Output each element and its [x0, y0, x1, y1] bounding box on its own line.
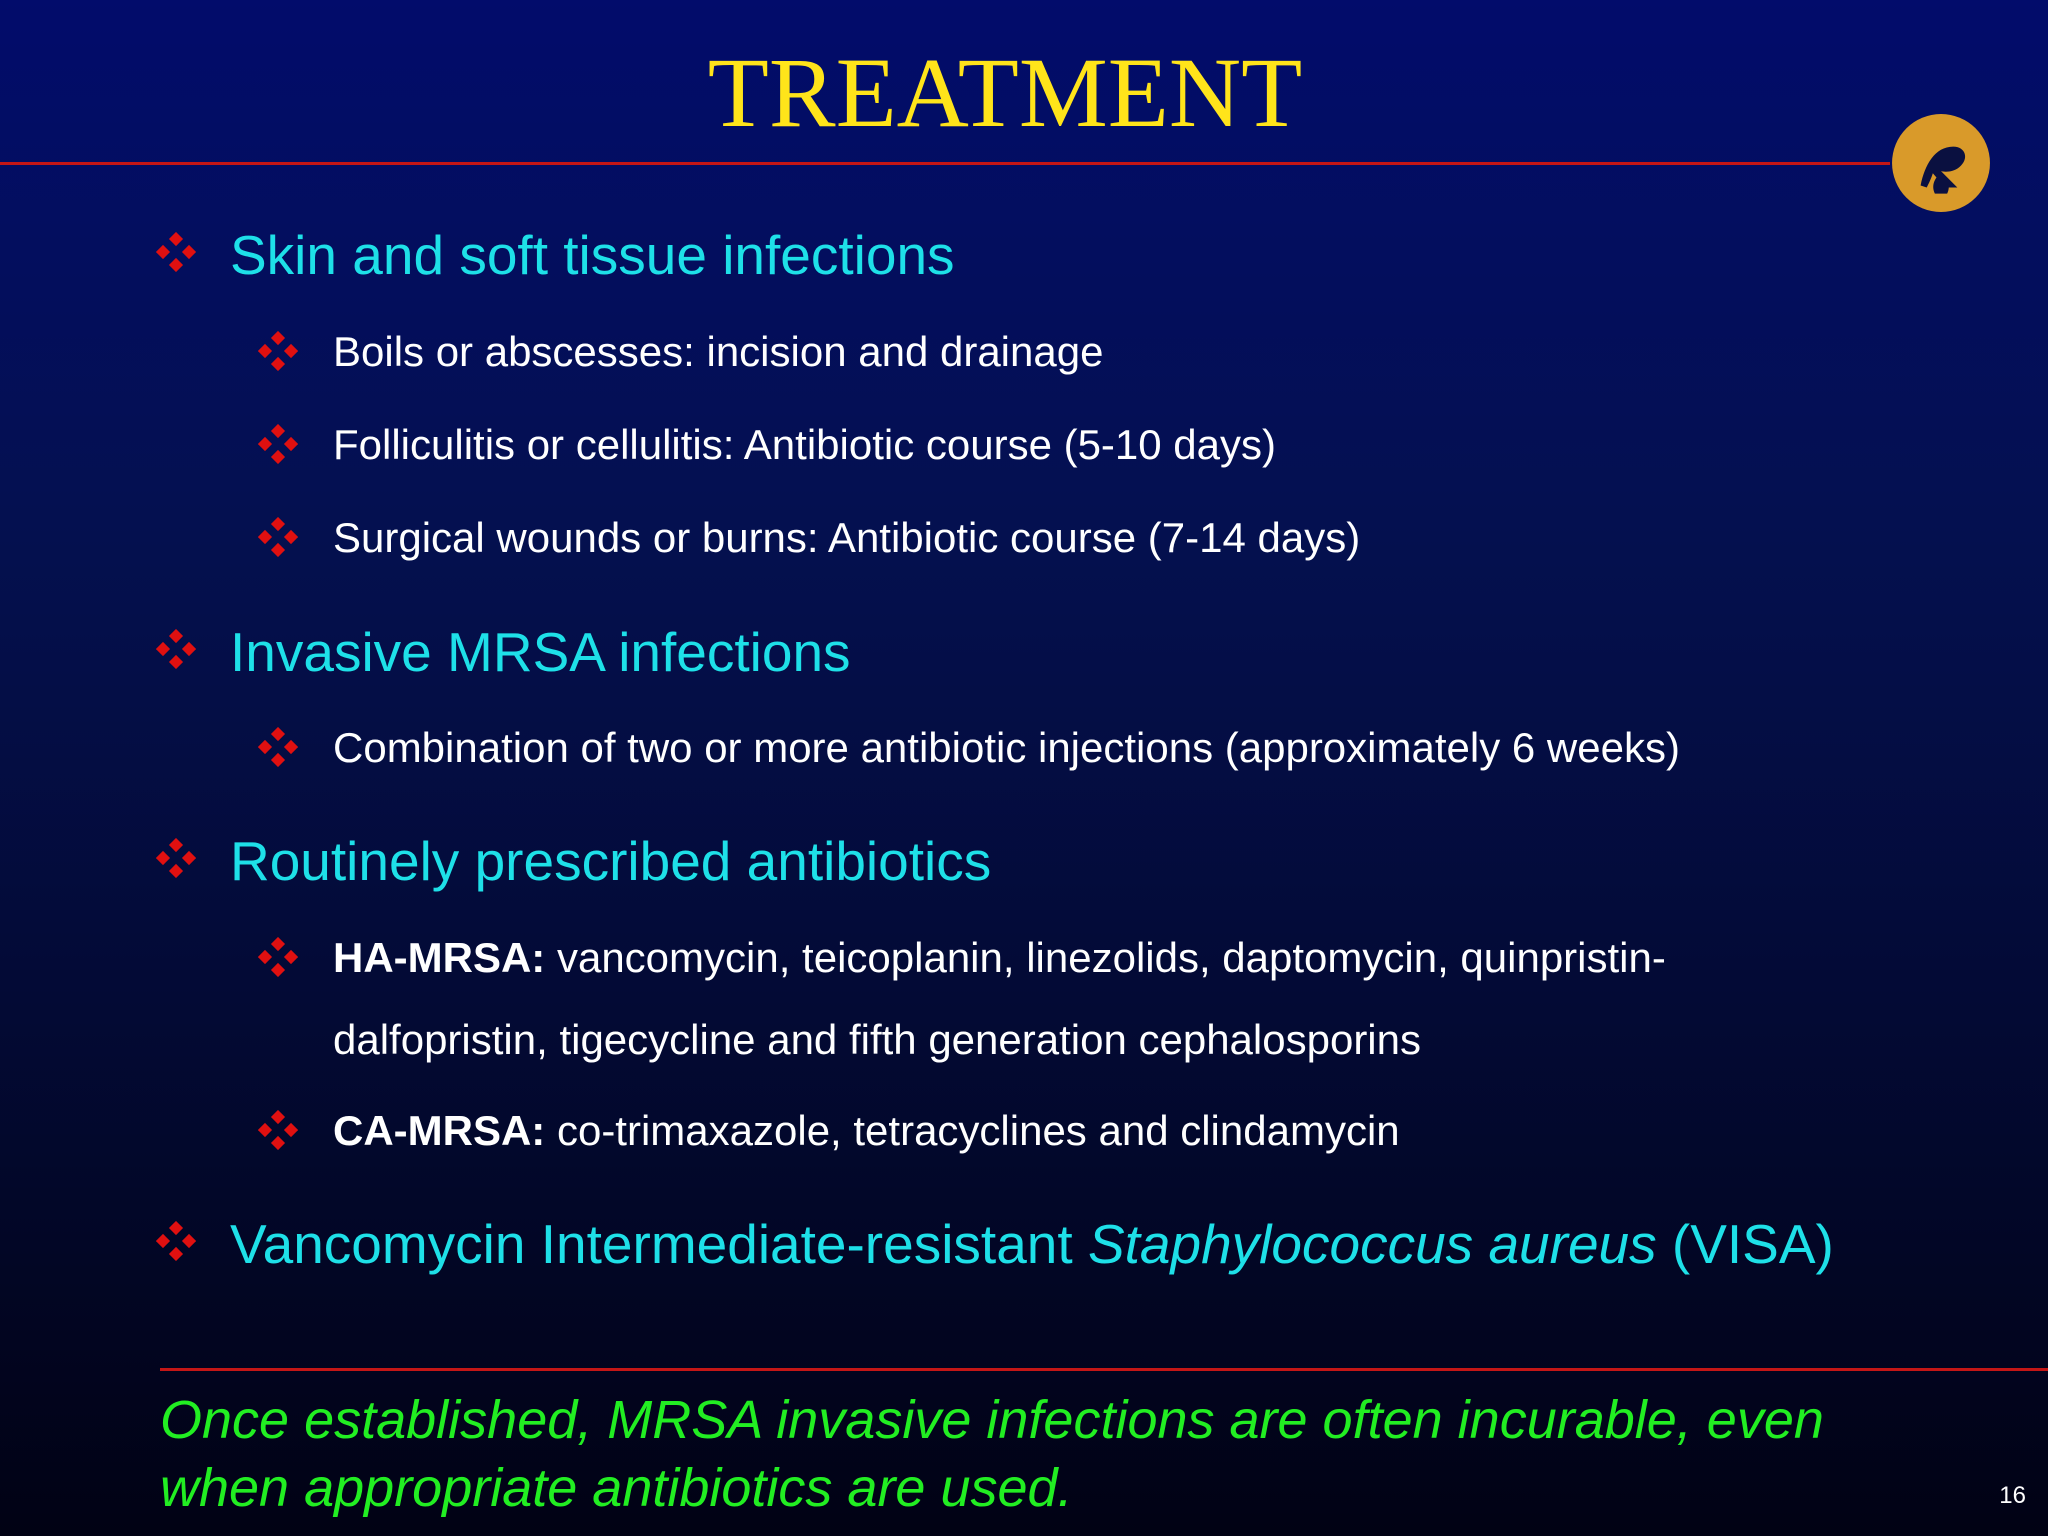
four-diamond-bullet-icon	[258, 517, 298, 557]
item-text: Surgical wounds or burns: Antibiotic course (7-14 days)	[333, 514, 1361, 561]
title-divider	[0, 162, 1890, 165]
four-diamond-bullet-icon	[258, 727, 298, 767]
four-diamond-bullet-icon	[258, 331, 298, 371]
four-diamond-bullet-icon	[156, 838, 196, 878]
heading-visa	[230, 1213, 1834, 1275]
item-text-ca-mrsa	[333, 1107, 1400, 1154]
four-diamond-bullet-icon	[258, 424, 298, 464]
four-diamond-bullet-icon	[156, 1221, 196, 1261]
heading-visa-species: Staphylococcus aureus	[1087, 1213, 1657, 1275]
item-text: Folliculitis or cellulitis: Antibiotic course (5-10 days)	[333, 421, 1277, 468]
item-text: Combination of two or more antibiotic injections (approximately 6 weeks)	[333, 724, 1680, 771]
heading-visa-post: (VISA)	[1656, 1213, 1834, 1275]
four-diamond-bullet-icon	[156, 232, 196, 272]
heading-invasive-mrsa: Invasive MRSA infections	[230, 621, 851, 683]
heading-visa-pre: Vancomycin Intermediate-resistant	[230, 1213, 1088, 1275]
item-label: HA-MRSA:	[333, 934, 546, 981]
four-diamond-bullet-icon	[156, 629, 196, 669]
key-message-line: when appropriate antibiotics are used.	[160, 1458, 1073, 1518]
heading-skin-infections: Skin and soft tissue infections	[230, 224, 955, 286]
key-message	[160, 1386, 1960, 1522]
item-text: co-trimaxazole, tetracyclines and clindamycin	[545, 1107, 1400, 1154]
page-number: 16	[1999, 1482, 2026, 1509]
slide-title: TREATMENT	[707, 37, 1303, 148]
item-text: vancomycin, teicoplanin, linezolids, daptomycin, quinpristin-	[545, 934, 1666, 981]
note-divider	[160, 1368, 2048, 1371]
reliance-logo-icon	[1890, 112, 1992, 214]
item-label: CA-MRSA:	[333, 1107, 546, 1154]
four-diamond-bullet-icon	[258, 1110, 298, 1150]
item-text-ha-mrsa	[333, 934, 1666, 981]
item-text: dalfopristin, tigecycline and fifth generation cephalosporins	[333, 1016, 1422, 1063]
heading-prescribed-antibiotics: Routinely prescribed antibiotics	[230, 830, 992, 892]
item-text: Boils or abscesses: incision and drainage	[333, 328, 1104, 375]
four-diamond-bullet-icon	[258, 937, 298, 977]
key-message-line: Once established, MRSA invasive infections are often incurable, even	[160, 1390, 1824, 1450]
